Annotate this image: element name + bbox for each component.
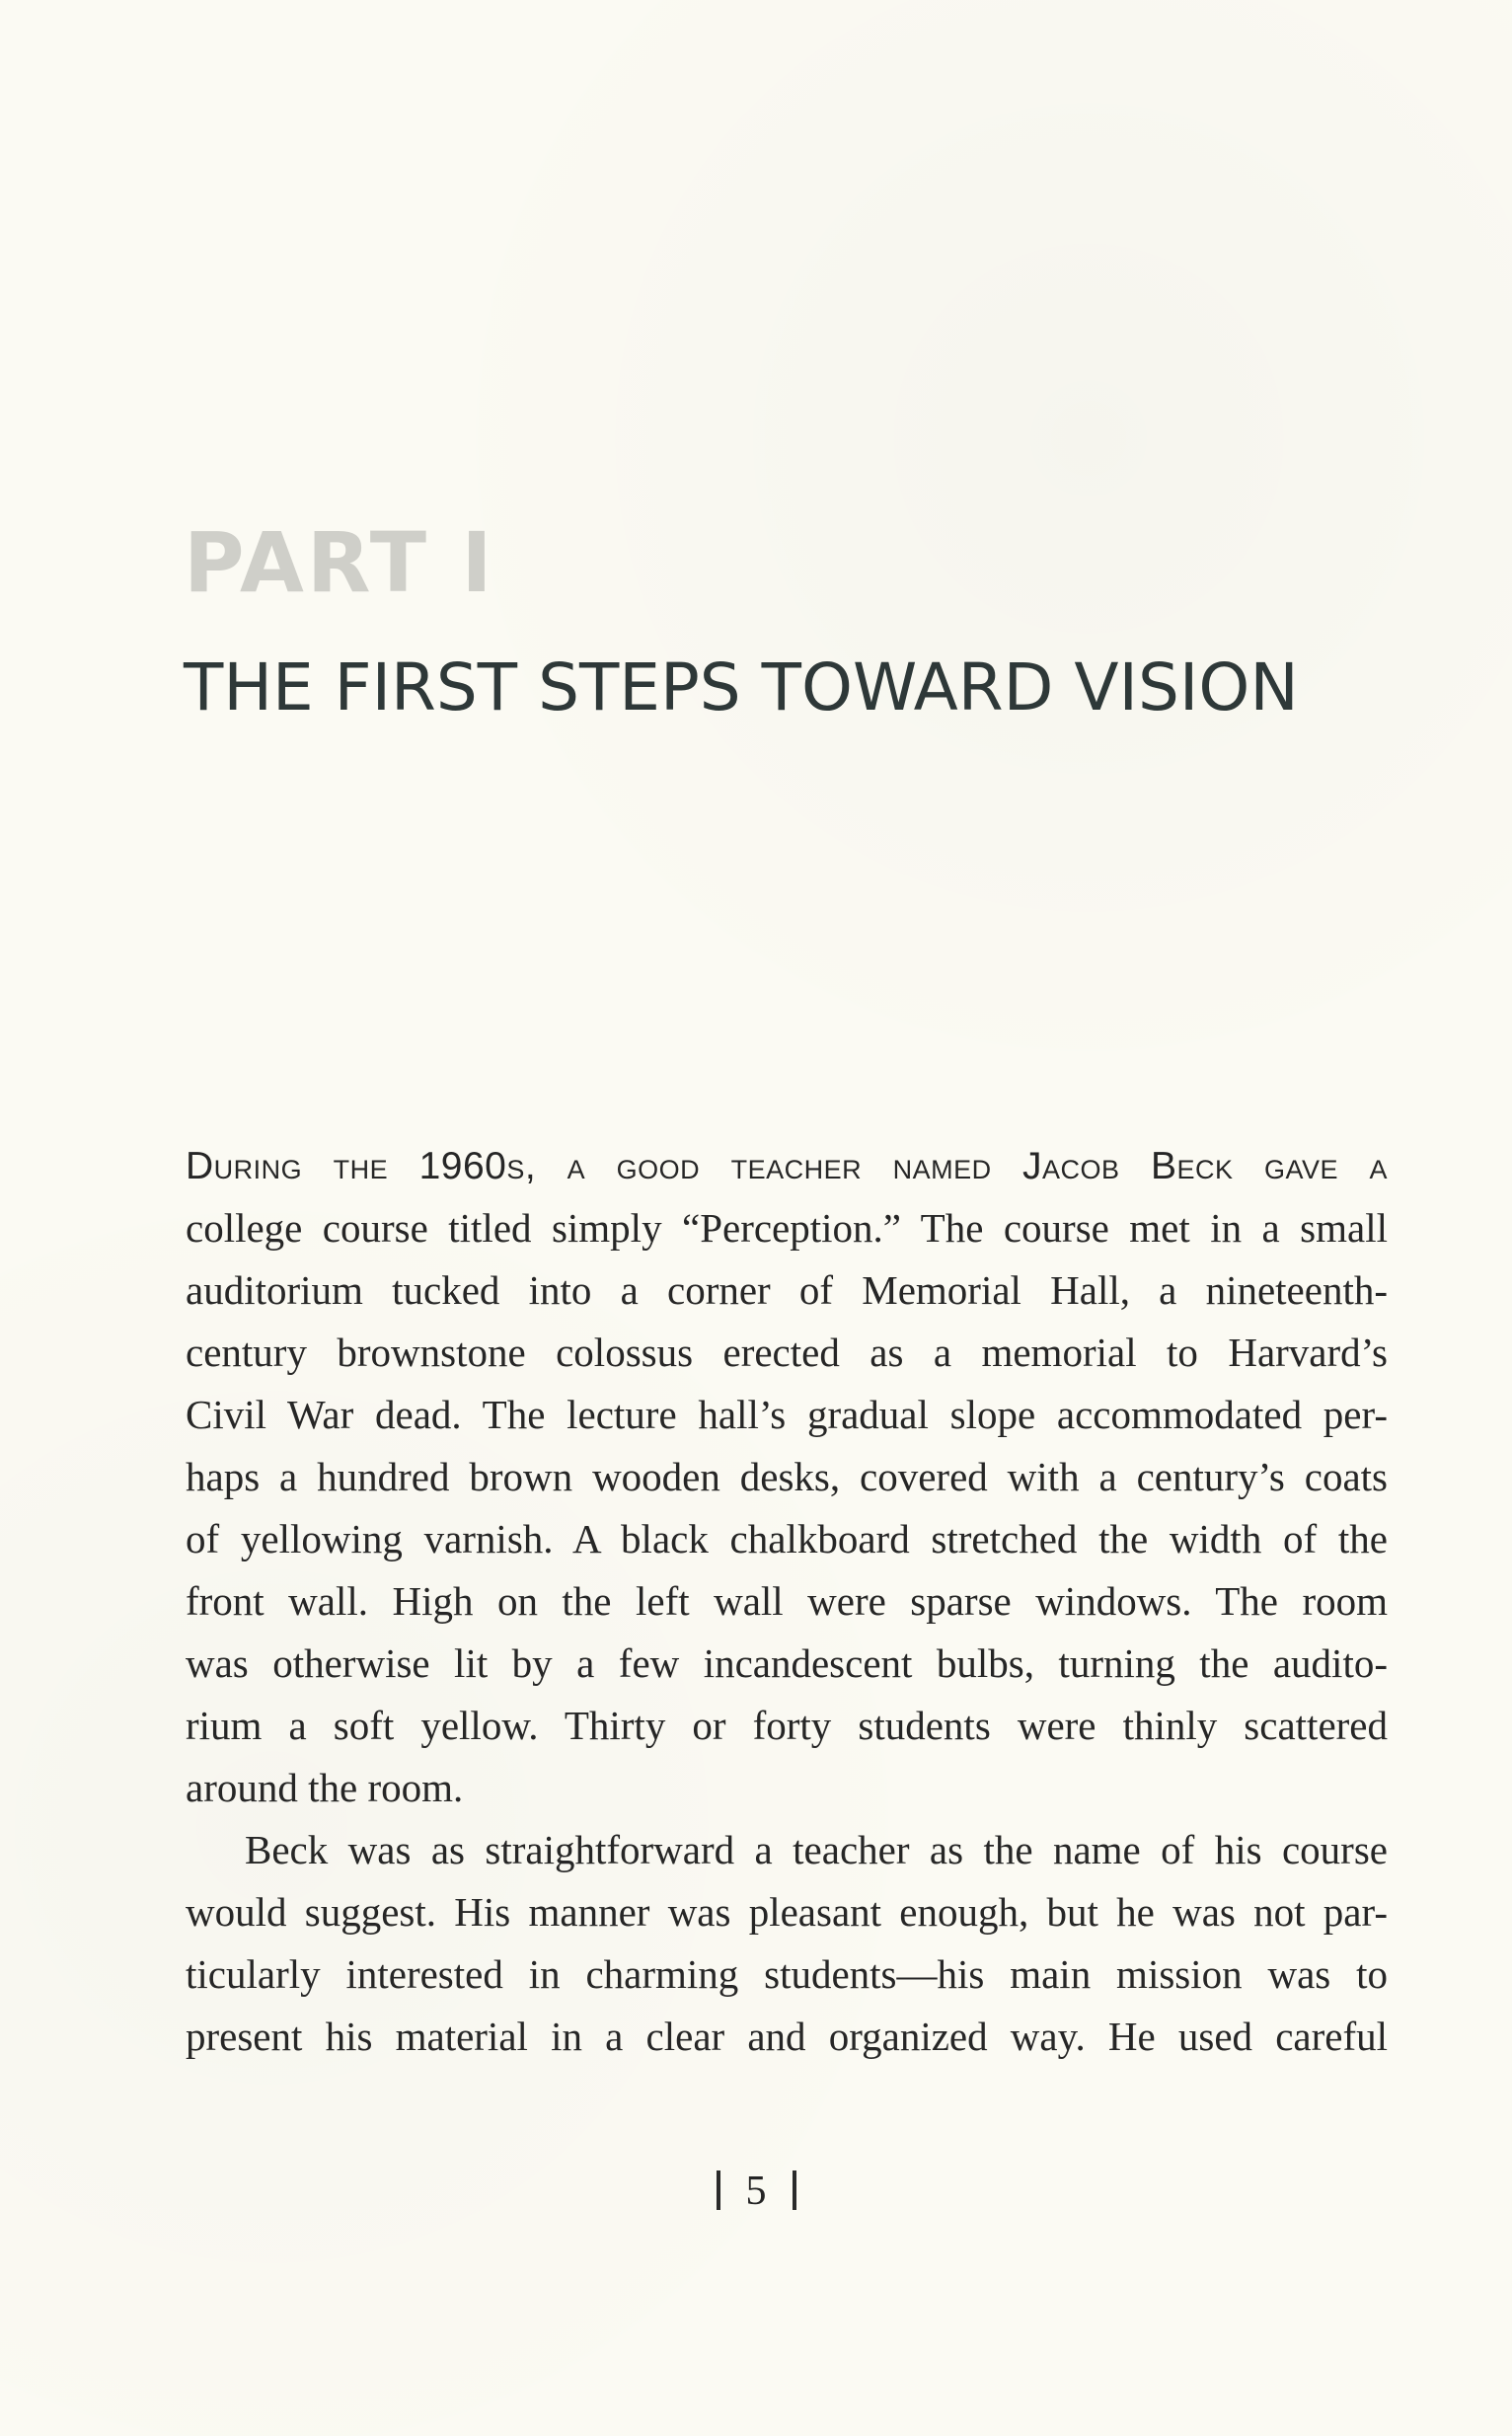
page-number-right-rule	[793, 2170, 796, 2210]
part-title: THE FIRST STEPS TOWARD VISION	[184, 649, 1299, 725]
page-footer	[0, 2162, 1512, 2221]
page-number: 5	[745, 2169, 767, 2214]
body-line: of yellowing varnish. A black chalkboard stretched the width of the	[186, 1516, 1388, 1561]
body-line-opening: During the 1960s, a good teacher named Jacob Beck gave a	[186, 1145, 1388, 1187]
body-line: was otherwise lit by a few incandescent bulbs, turning the audito-	[186, 1640, 1388, 1686]
body-line: front wall. High on the left wall were sparse windows. The room	[186, 1578, 1388, 1624]
body-line-paragraph-start: Beck was as straightforward a teacher as the name of his course	[245, 1827, 1388, 1872]
page-number-left-rule	[717, 2170, 720, 2210]
body-line: ticularly interested in charming students—his main mission was to	[186, 1951, 1388, 1997]
body-line-paragraph-end: around the room.	[186, 1765, 464, 1810]
body-line: rium a soft yellow. Thirty or forty students were thinly scattered	[186, 1703, 1388, 1748]
body-line: haps a hundred brown wooden desks, covered with a century’s coats	[186, 1454, 1388, 1499]
chapter-body-text	[186, 1135, 1388, 2068]
body-line: Civil War dead. The lecture hall’s gradual slope accommodated per-	[186, 1392, 1388, 1437]
body-line: present his material in a clear and organized way. He used careful	[186, 2014, 1388, 2059]
body-line: college course titled simply “Perception.” The course met in a small	[186, 1205, 1388, 1251]
body-line: would suggest. His manner was pleasant enough, but he was not par-	[186, 1889, 1388, 1935]
body-line: auditorium tucked into a corner of Memorial Hall, a nineteenth-	[186, 1267, 1388, 1313]
body-line: century brownstone colossus erected as a memorial to Harvard’s	[186, 1330, 1388, 1375]
part-label: PART I	[184, 514, 495, 611]
